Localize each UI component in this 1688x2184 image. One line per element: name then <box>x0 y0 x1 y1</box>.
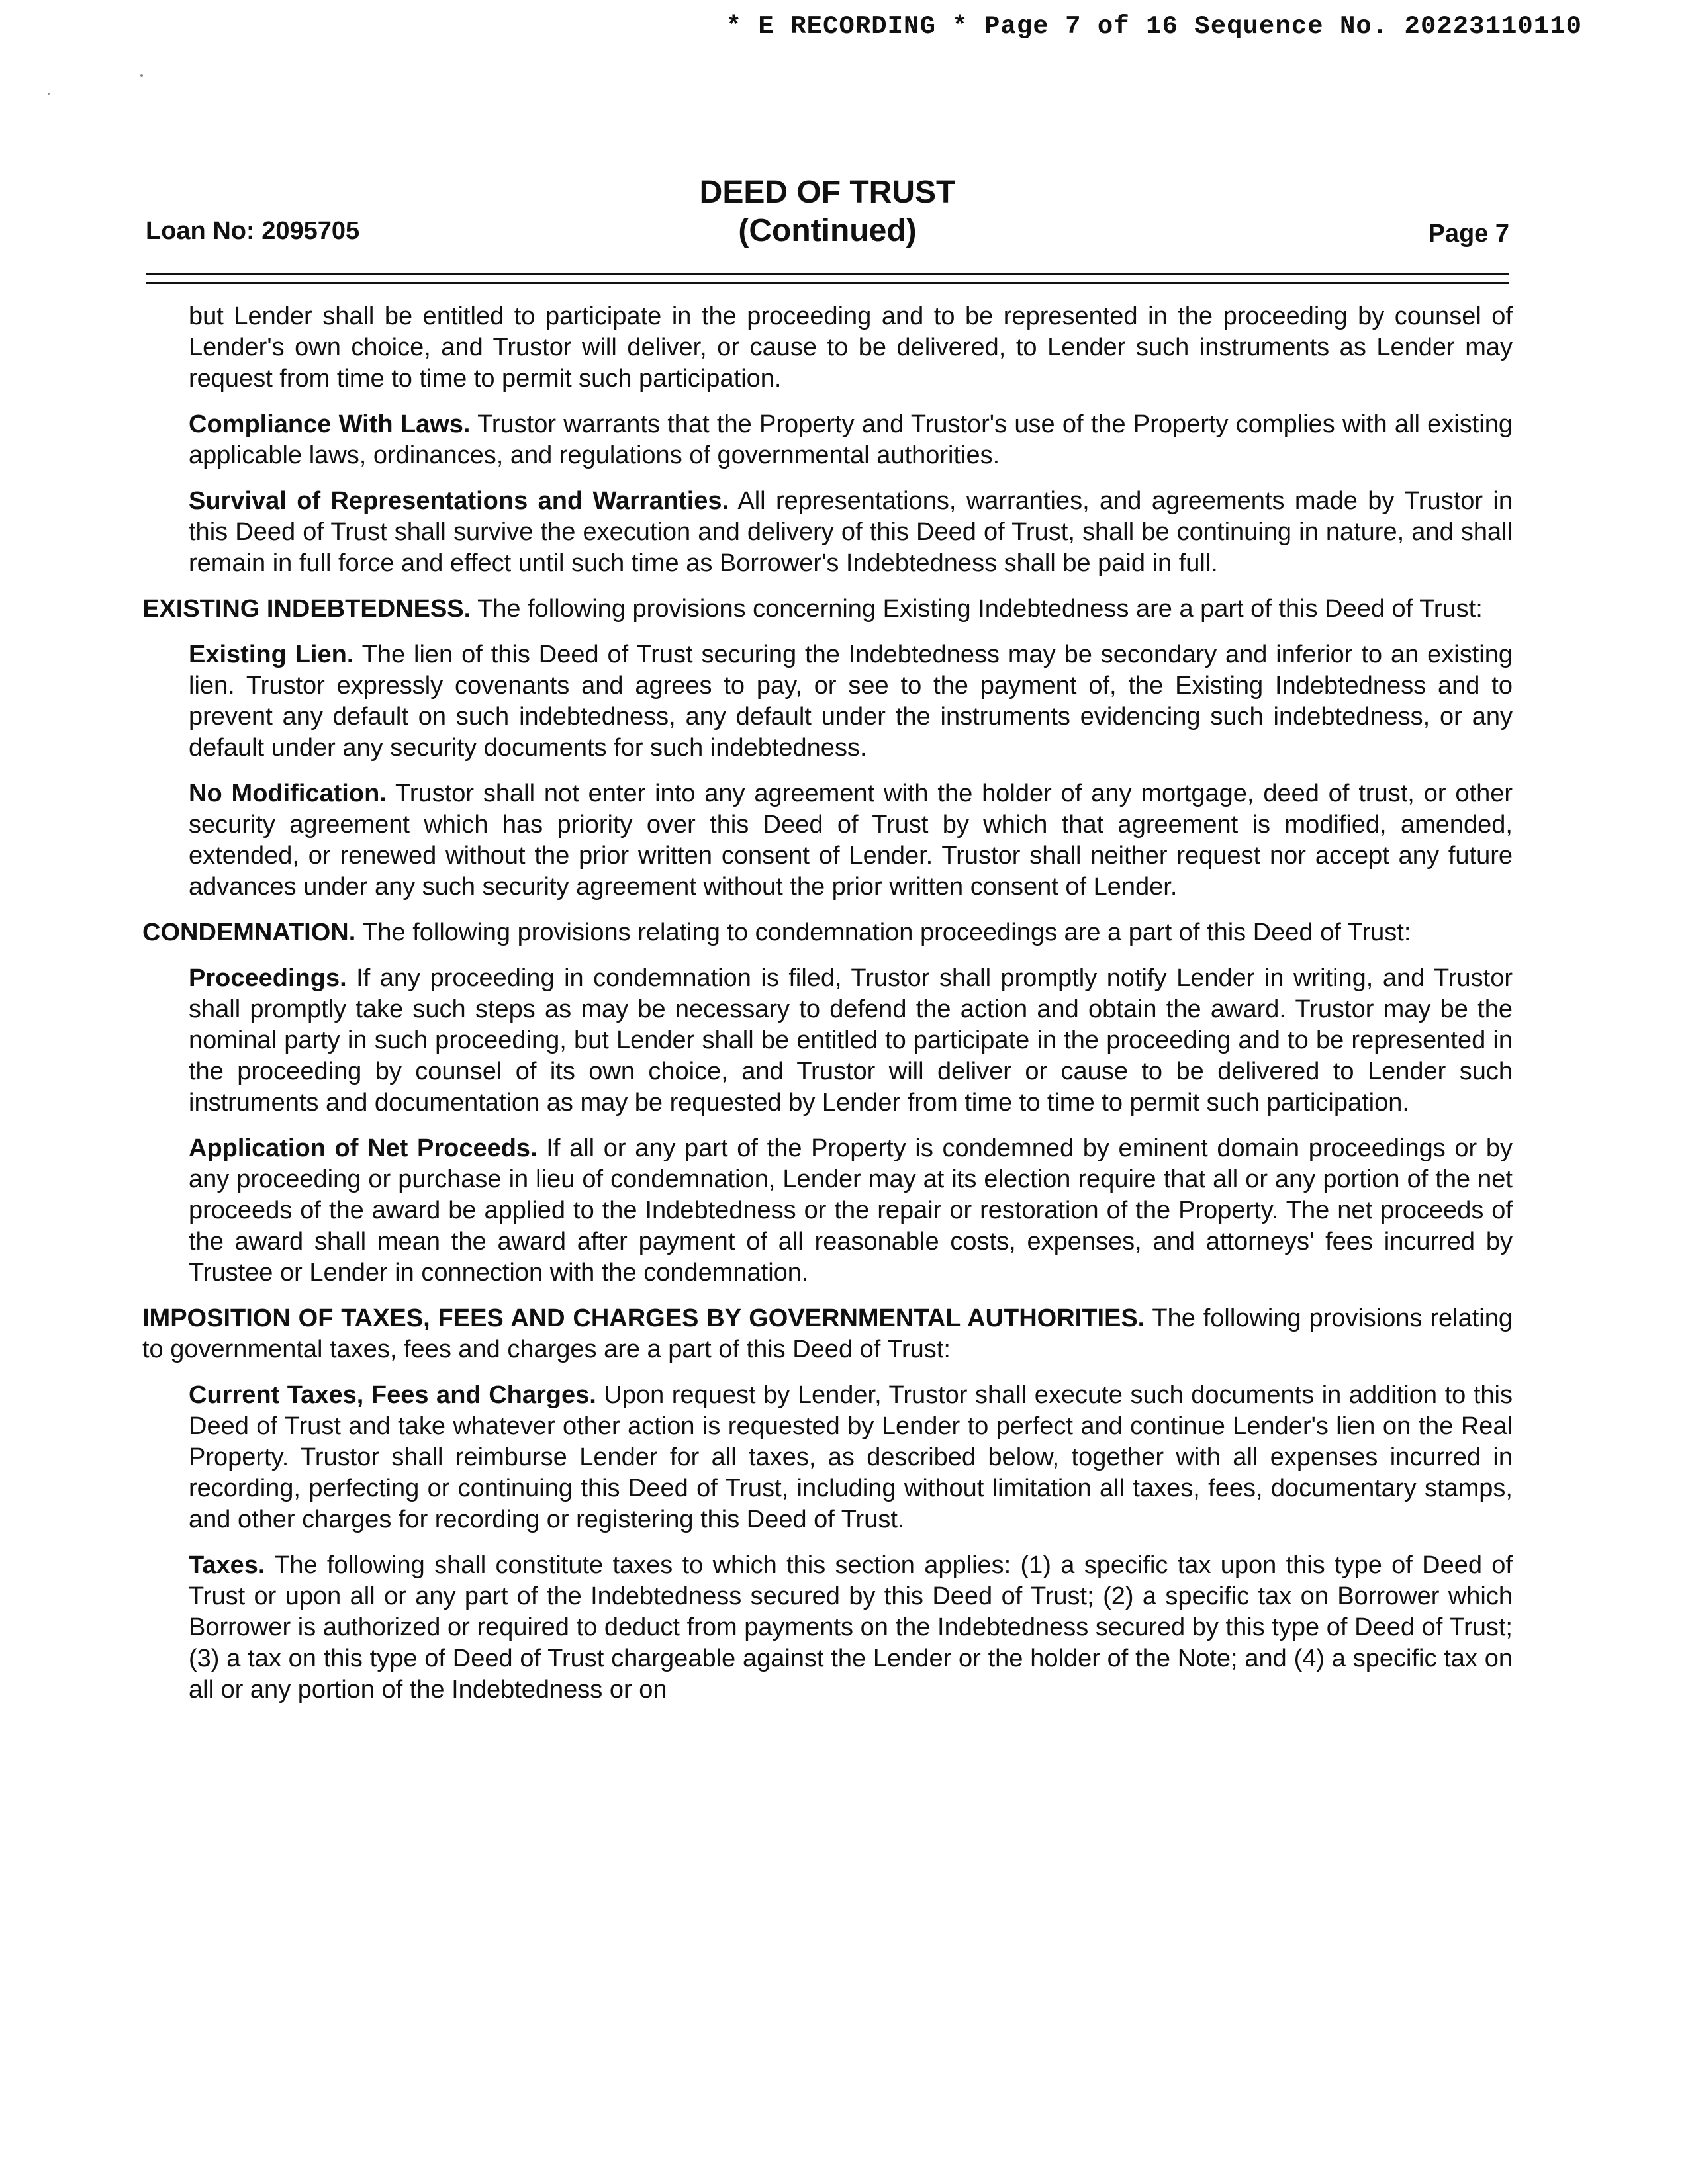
net-proceeds-heading: Application of Net Proceeds. <box>189 1134 538 1162</box>
document-title: DEED OF TRUST <box>699 175 956 210</box>
document-body <box>142 301 1513 1720</box>
survival-text: All representations, warranties, and agreements made by Trustor in this Deed of Trust shall survive the execution and delivery of this Deed of Trust, shall be continuing in nature, and shall remain in full force and effect until such time as Borrower's Indebtedness shall be paid in full. <box>189 487 1513 577</box>
net-proceeds-text: If all or any part of the Property is condemned by eminent domain proceedings or by any proceeding or purchase in lieu of condemnation, Lender may at its election require that all or any portion of the net proceeds of the award be applied to the Indebtedness or the repair or restoration of the Property. The net proceeds of the award shall mean the award after payment of all reasonable costs, expenses, and attorneys' fees incurred by Trustee or Lender in connection with the condemnation. <box>189 1134 1513 1287</box>
survival-heading: Survival of Representations and Warranties. <box>189 487 729 515</box>
existing-lien-text: The lien of this Deed of Trust securing the Indebtedness may be secondary and inferior to an existing lien. Trustor expressly covenants and agrees to pay, or see to the payment of, the Existing Indebtedness and to prevent any default on such indebtedness, any default under the instruments evidencing such indebtedness, or any default under any security documents for such indebtedness. <box>189 641 1513 762</box>
recording-stamp: * E RECORDING * Page 7 of 16 Sequence No. 20223110110 <box>726 12 1582 41</box>
taxes-paragraph <box>189 1550 1513 1706</box>
no-modification-paragraph <box>189 778 1513 903</box>
existing-indebtedness-heading: EXISTING INDEBTEDNESS. <box>142 595 471 623</box>
existing-lien-heading: Existing Lien. <box>189 641 354 668</box>
proceedings-text: If any proceeding in condemnation is filed, Trustor shall promptly notify Lender in writing, and Trustor shall promptly take such steps as may be necessary to defend the action and obtain the award. Trustor may be the nominal party in such proceeding, but Lender shall be entitled to participate in the proceeding and to be represented in the proceeding by counsel of its own choice, and Trustor will deliver or cause to be delivered to Lender such instruments and documentation as may be requested by Lender from time to time to permit such participation. <box>189 964 1513 1116</box>
compliance-text: Trustor warrants that the Property and Trustor's use of the Property complies with all existing applicable laws, ordinances, and regulations of governmental authorities. <box>189 410 1513 469</box>
no-modification-text: Trustor shall not enter into any agreement with the holder of any mortgage, deed of trust, or other security agreement which has priority over this Deed of Trust by which that agreement is modified, amended, extended, or renewed without the prior written consent of Lender. Trustor shall neither request nor accept any future advances under any such security agreement without the prior written consent of Lender. <box>189 780 1513 901</box>
taxes-heading: Taxes. <box>189 1551 265 1579</box>
imposition-heading: IMPOSITION OF TAXES, FEES AND CHARGES BY GOVERNMENTAL AUTHORITIES. <box>142 1304 1145 1332</box>
scan-speck <box>140 74 143 77</box>
page-header <box>146 173 1509 259</box>
header-rule-top <box>146 273 1509 275</box>
document-subtitle: (Continued) <box>738 213 917 248</box>
no-modification-heading: No Modification. <box>189 780 387 807</box>
page-number: Page 7 <box>1428 220 1509 248</box>
existing-lien-paragraph <box>189 639 1513 764</box>
existing-indebtedness-section <box>142 594 1513 625</box>
existing-indebtedness-text: The following provisions concerning Existing Indebtedness are a part of this Deed of Trust: <box>471 595 1483 623</box>
taxes-text: The following shall constitute taxes to which this section applies: (1) a specific tax upon this type of Deed of Trust or upon all or any part of the Indebtedness secured by this Deed of Trust; (2) a specific tax on Borrower which Borrower is authorized or required to deduct from payments on the Indebtedness secured by this type of Deed of Trust; (3) a tax on this type of Deed of Trust chargeable against the Lender or the holder of the Note; and (4) a specific tax on all or any portion of the Indebtedness or on <box>189 1551 1513 1704</box>
scan-speck <box>48 93 50 95</box>
condemnation-heading: CONDEMNATION. <box>142 919 356 946</box>
header-rule-bottom <box>146 282 1509 284</box>
imposition-section <box>142 1303 1513 1365</box>
proceedings-paragraph <box>189 963 1513 1118</box>
condemnation-section <box>142 917 1513 948</box>
survival-paragraph <box>189 486 1513 579</box>
continued-paragraph: but Lender shall be entitled to participate in the proceeding and to be represented in the proceeding by counsel of Lender's own choice, and Trustor will deliver, or cause to be delivered, to Lender such instruments as Lender may request from time to time to permit such participation. <box>189 302 1513 392</box>
loan-number: Loan No: 2095705 <box>146 217 360 245</box>
condemnation-text: The following provisions relating to condemnation proceedings are a part of this Deed of Trust: <box>355 919 1411 946</box>
current-taxes-text: Upon request by Lender, Trustor shall execute such documents in addition to this Deed of Trust and take whatever other action is requested by Lender to perfect and continue Lender's lien on the Real Property. Trustor shall reimburse Lender for all taxes, as described below, together with all expenses incurred in recording, perfecting or continuing this Deed of Trust, including without limitation all taxes, fees, documentary stamps, and other charges for recording or registering this Deed of Trust. <box>189 1381 1513 1533</box>
current-taxes-heading: Current Taxes, Fees and Charges. <box>189 1381 596 1409</box>
current-taxes-paragraph <box>189 1380 1513 1535</box>
proceedings-heading: Proceedings. <box>189 964 347 992</box>
compliance-paragraph <box>189 409 1513 471</box>
net-proceeds-paragraph <box>189 1133 1513 1289</box>
compliance-heading: Compliance With Laws. <box>189 410 471 438</box>
imposition-text: The following provisions relating to governmental taxes, fees and charges are a part of this Deed of Trust: <box>142 1304 1513 1363</box>
